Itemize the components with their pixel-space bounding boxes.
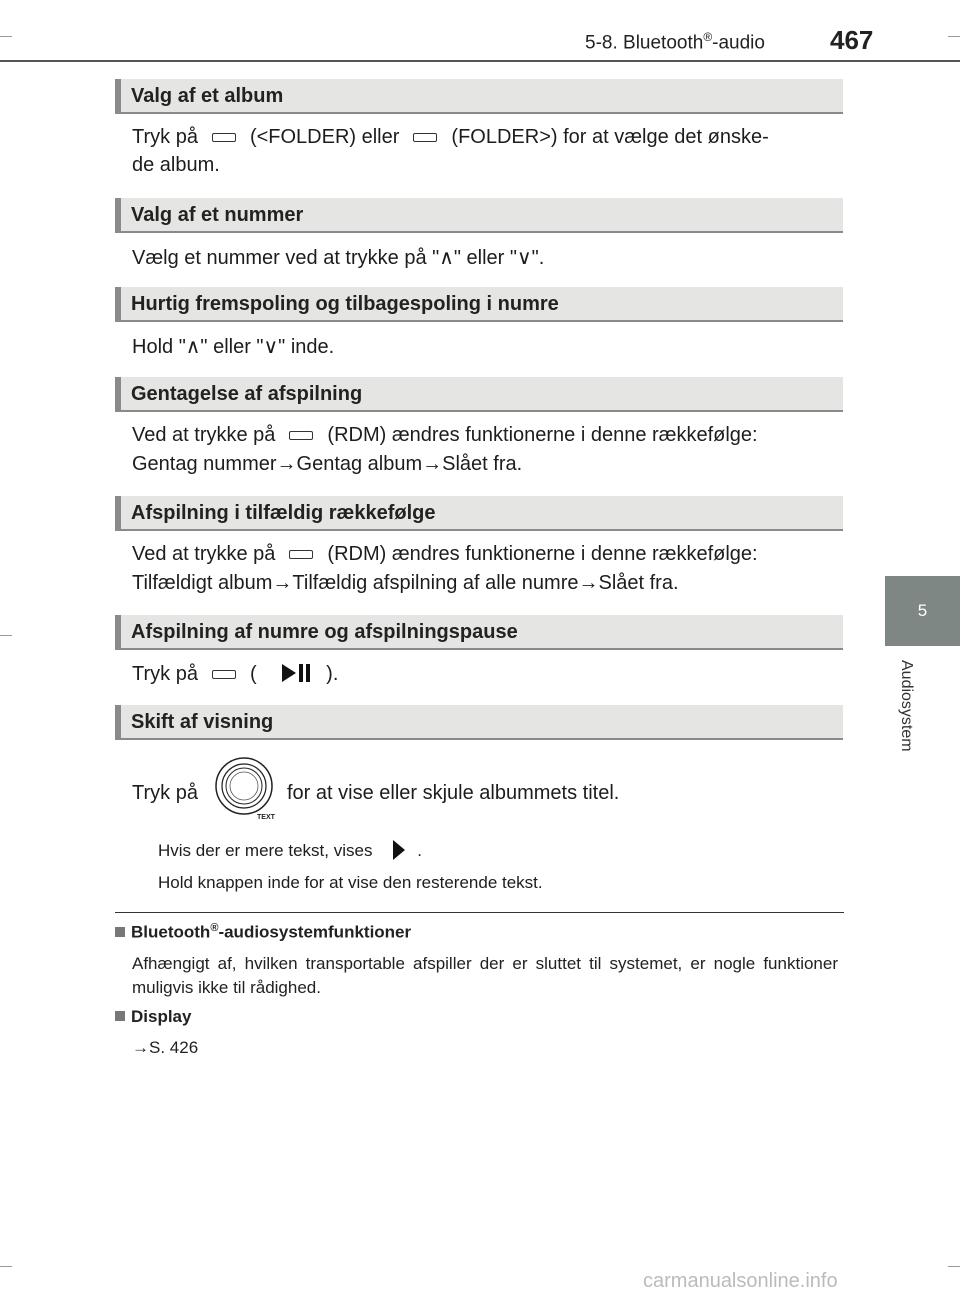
footnote-heading: Bluetooth®-audiosystemfunktioner <box>115 922 411 943</box>
body-text: Tilfældigt album→Tilfældig afspilning af alle numre→Slået fra. <box>132 572 679 594</box>
chapter-tab: 5 <box>885 576 960 646</box>
page-number: 467 <box>830 25 874 55</box>
body-text: Ved at trykke på (RDM) ændres funktionerne i denne rækkefølge: <box>132 424 758 446</box>
watermark: carmanualsonline.info <box>643 1270 838 1292</box>
section-heading: Gentagelse af afspilning <box>115 377 843 412</box>
body-text: de album. <box>132 154 220 176</box>
footnote-heading: Display <box>115 1007 191 1027</box>
knob-label: TEXT <box>257 814 275 821</box>
footnote-text: Afhængigt af, hvilken transportable afspiller der er sluttet til systemet, er nogle funktioner muligvis ikke til rådighed. <box>132 954 838 997</box>
crop-mark <box>948 36 960 37</box>
crop-mark <box>948 1266 960 1267</box>
section-heading: Hurtig fremspoling og tilbagespoling i numre <box>115 287 843 322</box>
button-icon <box>413 133 437 142</box>
note-text: Hold knappen inde for at vise den resterende tekst. <box>158 873 543 892</box>
button-icon <box>289 431 313 440</box>
body-text: for at vise eller skjule albummets titel. <box>287 782 620 804</box>
button-icon <box>289 550 313 559</box>
body-text: Vælg et nummer ved at trykke på "∧" eller "∨". <box>132 247 545 269</box>
body-text: Hold "∧" eller "∨" inde. <box>132 336 335 358</box>
section-heading: Skift af visning <box>115 705 843 740</box>
footnote-text: →S. 426 <box>132 1038 199 1057</box>
crop-mark <box>0 635 12 636</box>
header-rule <box>0 60 960 62</box>
tune-knob-icon <box>213 755 281 821</box>
chapter-label: Audiosystem <box>898 660 915 752</box>
more-text-arrow-icon <box>387 838 411 862</box>
crop-mark <box>0 1266 12 1267</box>
play-pause-icon <box>268 662 320 684</box>
body-text: Gentag nummer→Gentag album→Slået fra. <box>132 453 523 475</box>
body-text: Ved at trykke på (RDM) ændres funktionerne i denne rækkefølge: <box>132 543 758 565</box>
note-text: Hvis der er mere tekst, vises . <box>158 838 422 862</box>
page-header-title: 5-8. Bluetooth®-audio <box>585 30 765 54</box>
crop-mark <box>0 36 12 37</box>
separator-rule <box>115 912 844 913</box>
square-bullet-icon <box>115 927 125 937</box>
button-icon <box>212 670 236 679</box>
section-heading: Valg af et nummer <box>115 198 843 233</box>
body-text: Tryk på <box>132 782 198 804</box>
button-icon <box>212 133 236 142</box>
section-heading: Afspilning i tilfældig rækkefølge <box>115 496 843 531</box>
body-text: Tryk på (<FOLDER) eller (FOLDER>) for at vælge det ønske- <box>132 126 769 148</box>
square-bullet-icon <box>115 1011 125 1021</box>
section-heading: Afspilning af numre og afspilningspause <box>115 615 843 650</box>
body-text: Tryk på ( ). <box>132 663 339 685</box>
section-heading: Valg af et album <box>115 79 843 114</box>
